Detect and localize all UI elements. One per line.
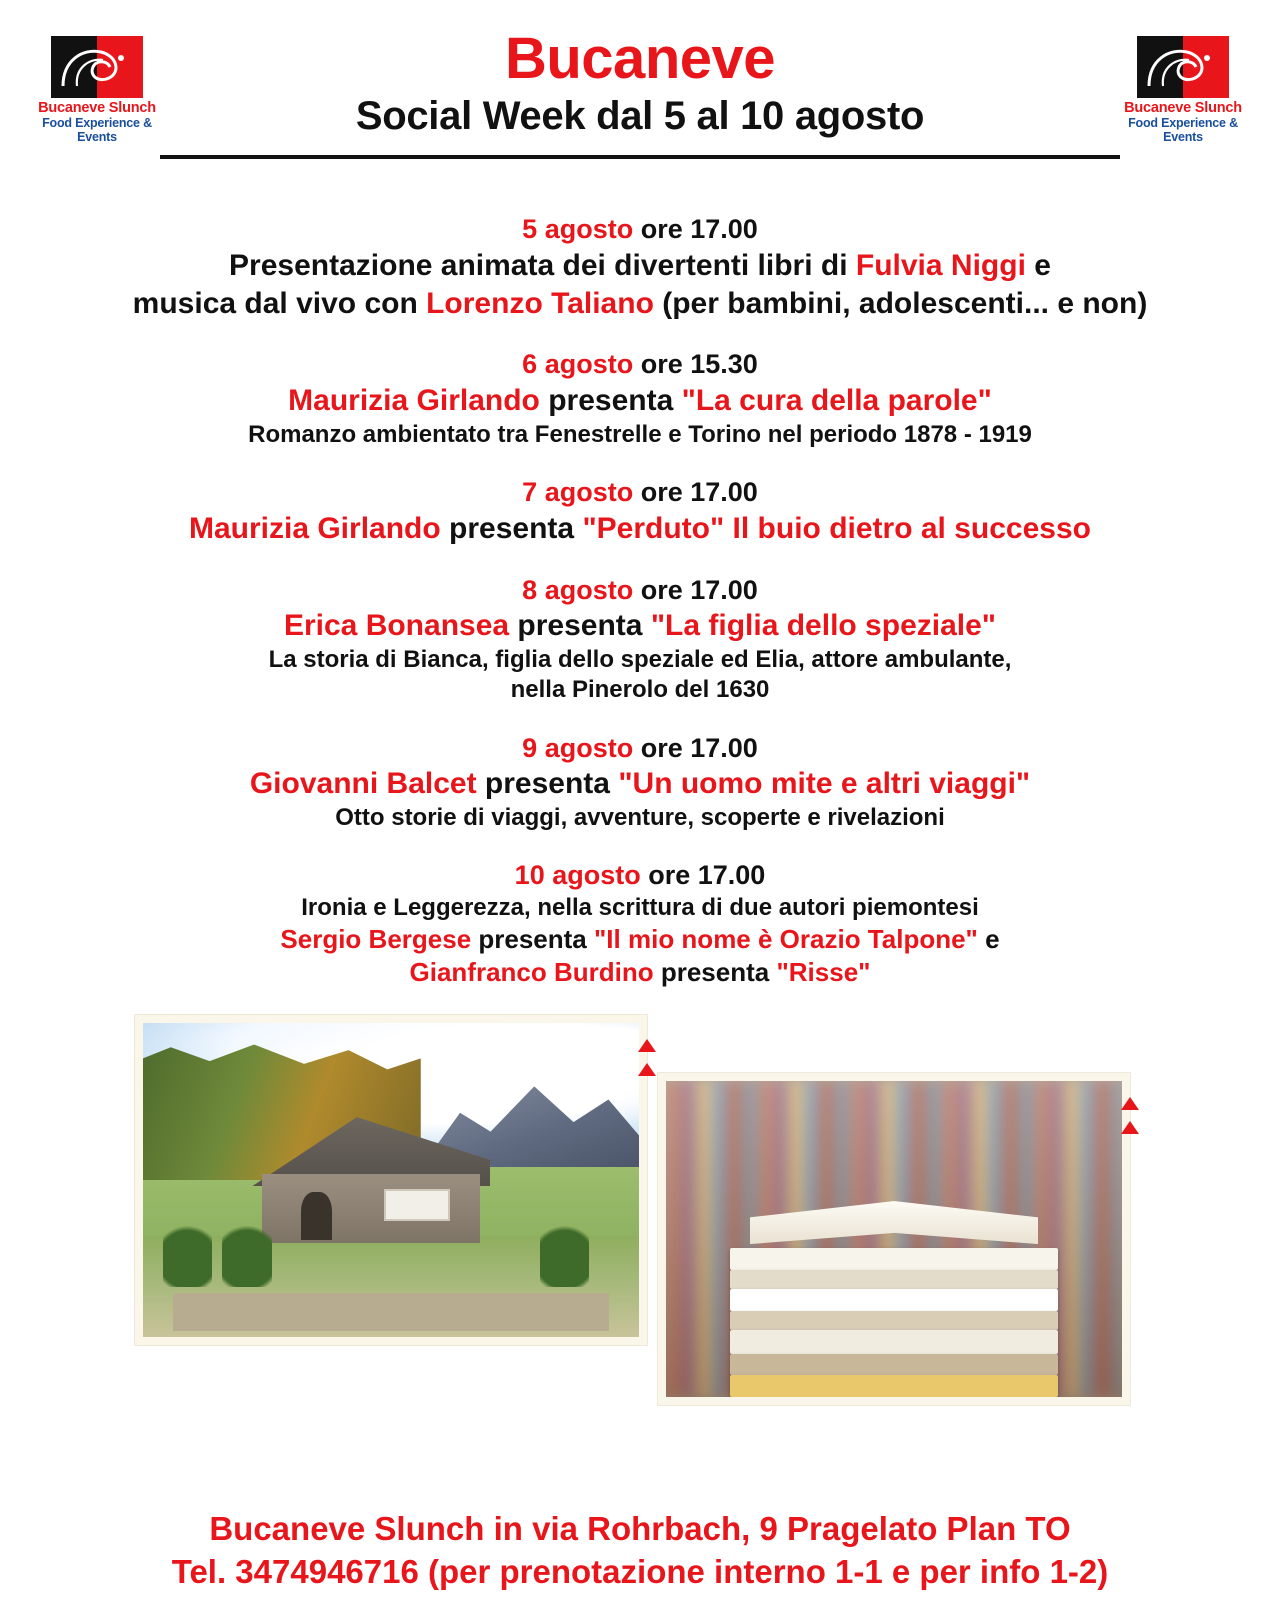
event-line [24, 956, 1256, 989]
event-datetime [24, 348, 1256, 382]
event-line [24, 645, 1256, 675]
event-item [24, 574, 1256, 706]
event-time: ore 15.30 [640, 349, 758, 380]
logo-name: Bucaneve Slunch [38, 100, 156, 116]
event-item [24, 213, 1256, 322]
logo-right [1108, 36, 1258, 144]
footer-phone: Tel. 3474946716 (per prenotazione interno 1-1 e per info 1-2) [171, 1553, 1109, 1591]
event-datetime [24, 732, 1256, 766]
event-text: presenta [471, 924, 594, 955]
logo-left [22, 36, 172, 144]
photo-gallery [0, 1015, 1280, 1405]
event-text: e [977, 924, 1000, 955]
event-item [24, 859, 1256, 988]
event-highlight: "Perduto" Il buio dietro al successo [582, 511, 1091, 545]
event-date: 5 agosto [522, 214, 634, 244]
event-text: e [1025, 248, 1051, 282]
event-highlight: "Risse" [776, 957, 871, 988]
poster-footer [0, 1508, 1280, 1594]
event-text: (per bambini, adolescenti... e non) [653, 286, 1148, 320]
event-highlight: Maurizia Girlando [188, 511, 441, 545]
event-datetime [24, 476, 1256, 510]
event-text: Romanzo ambientato tra Fenestrelle e Torino nel periodo 1878 - 1919 [248, 420, 1032, 448]
event-line [24, 285, 1256, 323]
event-highlight: Lorenzo Taliano [426, 286, 654, 320]
logo-swirl-icon [55, 42, 139, 92]
logo-mark-icon [51, 36, 143, 98]
logo-tagline: Food Experience & Events [1128, 115, 1238, 144]
event-highlight: Sergio Bergese [280, 924, 472, 955]
photo-restaurant [143, 1023, 639, 1337]
event-highlight: Gianfranco Burdino [409, 957, 654, 988]
event-date: 9 agosto [522, 732, 634, 763]
event-text: presenta [440, 511, 583, 545]
event-line [24, 382, 1256, 420]
event-time: ore 17.00 [640, 214, 758, 244]
event-date: 7 agosto [522, 477, 634, 508]
event-highlight: "Un uomo mite e altri viaggi" [618, 767, 1031, 801]
event-item [24, 348, 1256, 450]
event-highlight: Erica Bonansea [283, 609, 510, 643]
event-line [24, 607, 1256, 645]
event-line [24, 803, 1256, 833]
event-text: La storia di Bianca, figlia dello speziale ed Elia, attore ambulante, [268, 646, 1012, 674]
event-item [24, 732, 1256, 834]
photo-frame-books [658, 1073, 1130, 1405]
header-divider [160, 155, 1120, 159]
event-line [24, 510, 1256, 548]
event-highlight: Giovanni Balcet [249, 767, 477, 801]
logo-tagline: Food Experience & Events [42, 115, 152, 144]
event-line [24, 675, 1256, 705]
event-text: Ironia e Leggerezza, nella scrittura di due autori piemontesi [301, 894, 979, 922]
resize-handle-bottom[interactable] [1121, 1121, 1139, 1134]
event-text: musica dal vivo con [132, 286, 427, 320]
photo-books [666, 1081, 1122, 1397]
resize-handle-top[interactable] [638, 1039, 656, 1052]
event-text: nella Pinerolo del 1630 [510, 676, 770, 704]
resize-handle-top[interactable] [1121, 1097, 1139, 1110]
event-datetime [24, 859, 1256, 893]
event-time: ore 17.00 [648, 860, 766, 891]
resize-handle-bottom[interactable] [638, 1063, 656, 1076]
event-text: presenta [509, 609, 651, 643]
event-datetime [24, 213, 1256, 247]
event-datetime [24, 574, 1256, 608]
event-time: ore 17.00 [640, 732, 758, 763]
event-line [24, 893, 1256, 923]
poster-header [0, 0, 1280, 185]
event-text: presenta [476, 767, 619, 801]
event-text: presenta [653, 957, 777, 988]
event-text: Otto storie di viaggi, avventure, scoperte e rivelazioni [335, 804, 945, 832]
event-text: presenta [539, 384, 682, 418]
event-line [24, 923, 1256, 956]
event-date: 8 agosto [522, 574, 634, 605]
event-line [24, 765, 1256, 803]
event-line [24, 420, 1256, 450]
event-time: ore 17.00 [640, 574, 758, 605]
event-text: Presentazione animata dei divertenti libri di [229, 248, 856, 282]
poster-subtitle: Social Week dal 5 al 10 agosto [355, 94, 925, 138]
event-date: 10 agosto [514, 860, 641, 891]
event-highlight: Maurizia Girlando [288, 384, 540, 418]
event-date: 6 agosto [522, 349, 634, 380]
event-highlight: "Il mio nome è Orazio Talpone" [593, 924, 978, 955]
poster-title: Bucaneve [504, 26, 776, 91]
event-time: ore 17.00 [640, 477, 758, 508]
event-highlight: Fulvia Niggi [855, 248, 1026, 282]
event-highlight: "La cura della parole" [681, 384, 992, 418]
event-line [24, 247, 1256, 285]
event-list [0, 185, 1280, 989]
photo-frame-restaurant [135, 1015, 647, 1345]
logo-name: Bucaneve Slunch [1124, 100, 1242, 116]
logo-swirl-icon [1141, 42, 1225, 92]
event-highlight: "La figlia dello speziale" [650, 609, 997, 643]
logo-mark-icon [1137, 36, 1229, 98]
footer-address: Bucaneve Slunch in via Rohrbach, 9 Pragelato Plan TO [209, 1510, 1071, 1548]
event-item [24, 476, 1256, 548]
